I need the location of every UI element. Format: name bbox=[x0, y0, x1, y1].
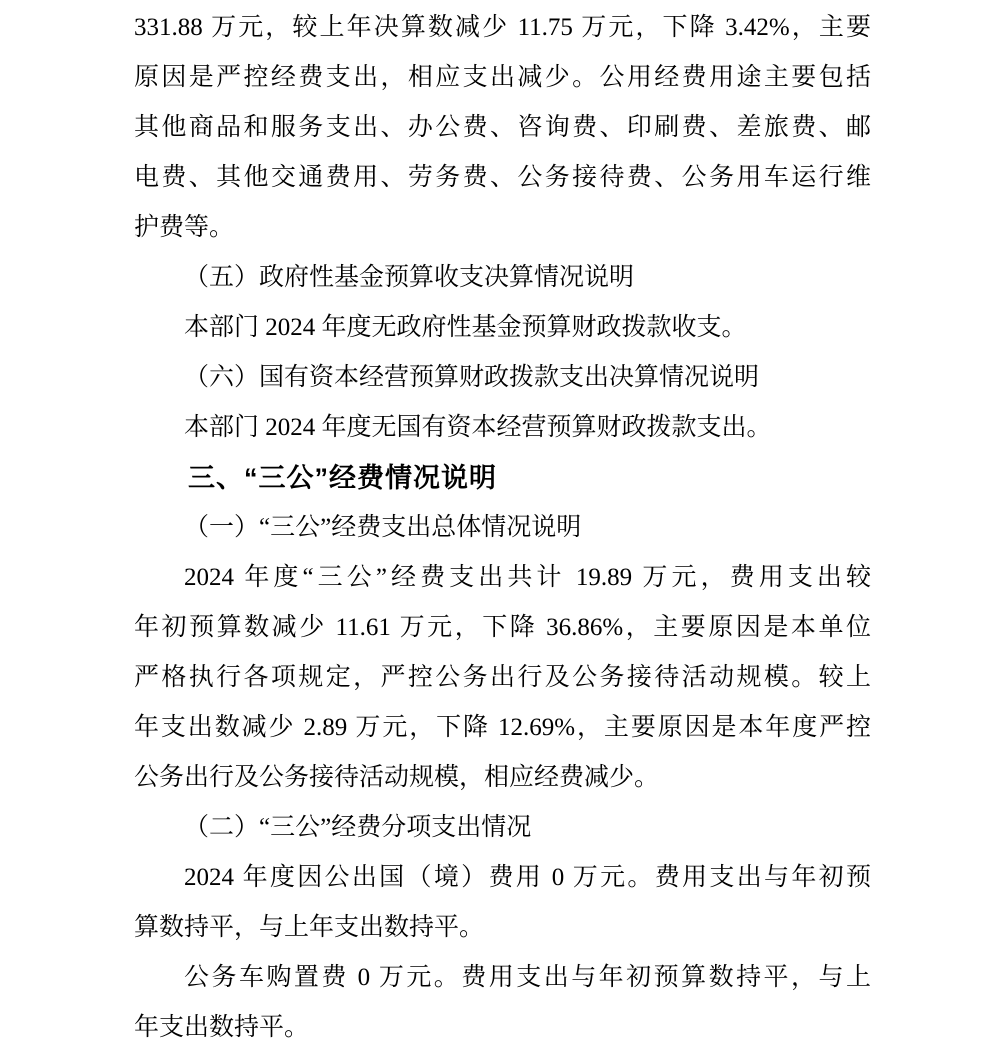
text-line: （五）政府性基金预算收支决算情况说明 bbox=[184, 264, 635, 291]
text-line: 原因是严控经费支出，相应支出减少。公用经费用途主要包括 bbox=[134, 64, 871, 91]
text-line: 算数持平，与上年支出数持平。 bbox=[134, 914, 485, 941]
para-gov-fund-budget bbox=[134, 303, 871, 353]
text-line: 公务出行及公务接待活动规模，相应经费减少。 bbox=[134, 764, 660, 791]
text-line: 2024 年度因公出国（境）费用 0 万元。费用支出与年初预 bbox=[184, 864, 871, 891]
text-line: （六）国有资本经营预算财政拨款支出决算情况说明 bbox=[184, 364, 760, 391]
text-line: （一）“三公”经费支出总体情况说明 bbox=[184, 514, 582, 541]
text-line: 护费等。 bbox=[134, 214, 235, 241]
para-overall-situation bbox=[134, 553, 871, 803]
heading-text: 三、“三公”经费情况说明 bbox=[188, 463, 497, 493]
text-line: 331.88 万元，较上年决算数减少 11.75 万元，下降 3.42%，主要 bbox=[134, 14, 871, 41]
text-line: 电费、其他交通费用、劳务费、公务接待费、公务用车运行维 bbox=[134, 164, 871, 191]
text-line: 其他商品和服务支出、办公费、咨询费、印刷费、差旅费、邮 bbox=[134, 114, 871, 141]
text-line: 严格执行各项规定，严控公务出行及公务接待活动规模。较上 bbox=[134, 664, 871, 691]
text-line: 年初预算数减少 11.61 万元，下降 36.86%，主要原因是本单位 bbox=[134, 614, 871, 641]
para-vehicle-purchase bbox=[134, 953, 871, 1053]
subheading-overall-situation bbox=[134, 503, 871, 553]
para-abroad-expense bbox=[134, 853, 871, 953]
text-line: 本部门 2024 年度无政府性基金预算财政拨款收支。 bbox=[184, 314, 747, 341]
heading-three-public-expenses bbox=[134, 453, 871, 503]
text-line: 公务车购置费 0 万元。费用支出与年初预算数持平，与上 bbox=[184, 964, 871, 991]
para-public-expense-continued bbox=[134, 3, 871, 253]
text-line: 年支出数持平。 bbox=[134, 1014, 310, 1041]
text-line: （二）“三公”经费分项支出情况 bbox=[184, 814, 532, 841]
para-state-capital-budget bbox=[134, 403, 871, 453]
text-line: 年支出数减少 2.89 万元，下降 12.69%，主要原因是本年度严控 bbox=[134, 714, 871, 741]
text-line: 2024 年度“三公”经费支出共计 19.89 万元，费用支出较 bbox=[184, 564, 871, 591]
text-line: 本部门 2024 年度无国有资本经营预算财政拨款支出。 bbox=[184, 414, 772, 441]
subheading-itemized-expense bbox=[134, 803, 871, 853]
subheading-gov-fund-budget bbox=[134, 253, 871, 303]
subheading-state-capital-budget bbox=[134, 353, 871, 403]
